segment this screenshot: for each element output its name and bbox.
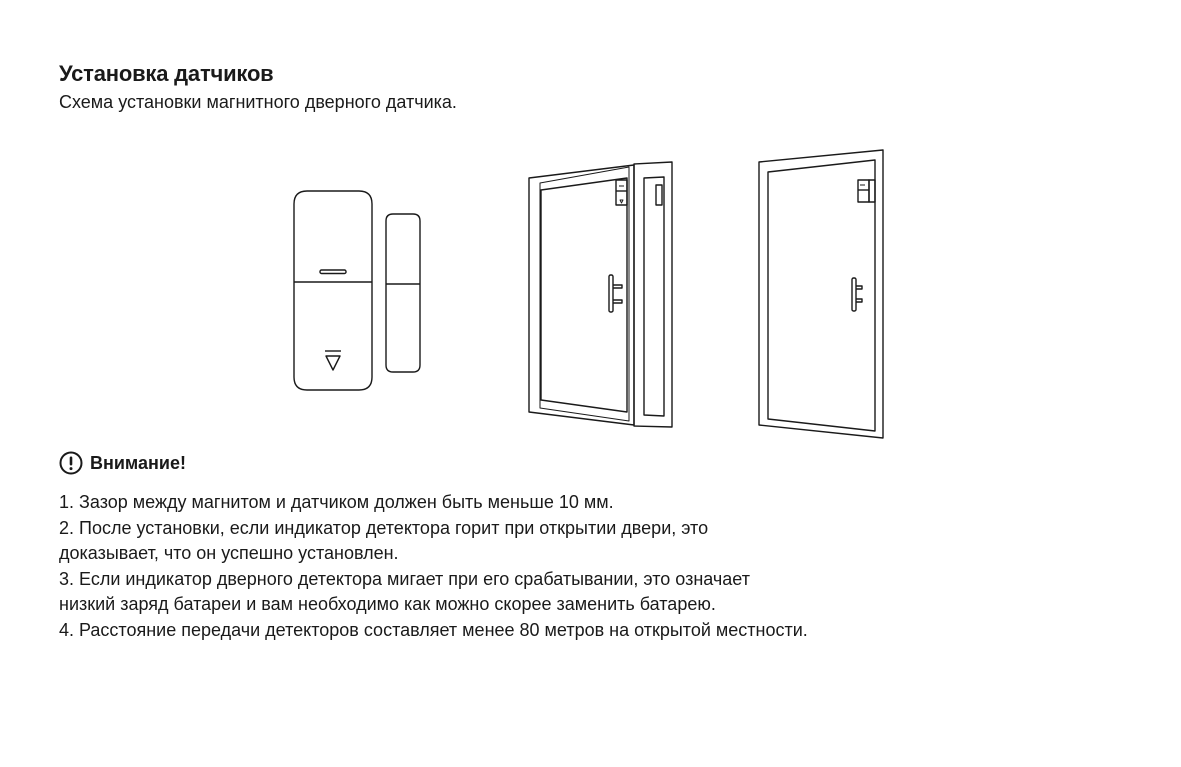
page-title: Установка датчиков: [59, 61, 274, 86]
notes-list: [59, 490, 808, 643]
warning-header: [59, 451, 186, 475]
note-1-text: 1. Зазор между магнитом и датчиком должен быть меньше 10 мм.: [59, 492, 614, 512]
list-item: [59, 618, 808, 644]
open-door-with-sensor-icon: [529, 162, 672, 427]
closed-door-with-sensor-icon: [759, 150, 883, 438]
exclamation-circle-icon: [59, 451, 83, 475]
sensor-and-magnet-icon: [294, 191, 420, 390]
list-item: [59, 567, 808, 618]
warning-title: Внимание!: [90, 452, 186, 473]
note-2-line-2: доказывает, что он успешно установлен.: [59, 543, 399, 563]
note-3-line-2: низкий заряд батареи и вам необходимо как можно скорее заменить батарею.: [59, 594, 716, 614]
note-2-line-1: 2. После установки, если индикатор детектора горит при открытии двери, это: [59, 517, 709, 538]
list-item: [59, 516, 808, 567]
note-3-line-1: 3. Если индикатор дверного детектора мигает при его срабатывании, это означает: [59, 568, 750, 589]
page-subtitle: Схема установки магнитного дверного датчика.: [59, 92, 457, 112]
note-4-text: 4. Расстояние передачи детекторов составляет менее 80 метров на открытой местности.: [59, 619, 808, 640]
list-item: [59, 490, 808, 516]
